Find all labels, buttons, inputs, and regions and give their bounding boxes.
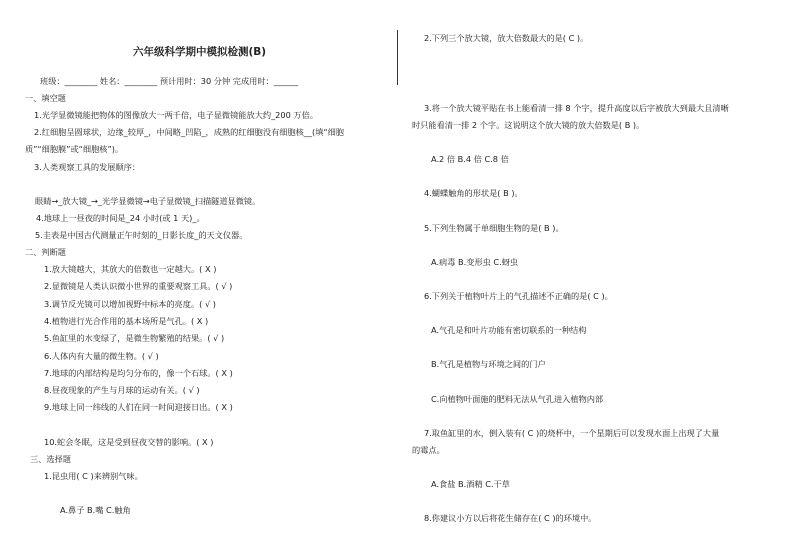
choice-q3-options: A.2 倍 B.4 倍 C.8 倍: [431, 154, 509, 164]
choice-q1: 1.昆虫用( C )来辨别气味。: [44, 471, 143, 481]
judge-item: 10.蛇会冬眠，这是受到昼夜交替的影响。( X ): [44, 437, 214, 447]
fill-q2a: 2.红细胞呈圆球状，边缘_较厚_，中间略_凹陷_，成熟的红细胞没有细胞核__(填“细胞: [34, 127, 344, 137]
column-divider: [397, 30, 398, 85]
fill-q3-answer: 眼睛→_放大镜_→_光学显微镜→电子显微镜_扫描隧道显微镜。: [35, 196, 261, 206]
judge-item: 5.鱼缸里的水变绿了，是微生物繁殖的结果。( √ ): [44, 333, 225, 343]
fill-q4: 4.地球上一昼夜的时间是_24 小时(或 1 天)_。: [36, 213, 205, 223]
fill-q1: 1.光学显微镜能把物体的图像放大一两千倍，电子显微镜能放大约_200 万倍。: [34, 110, 318, 120]
choice-q8: 8.你建议小方以后将花生储存在( C )的环境中。: [424, 513, 597, 523]
fill-q2b: 质”“细胞膜”或“细胞核”)。: [25, 144, 124, 154]
choice-q2: 2.下列三个放大镜，放大倍数最大的是( C )。: [424, 33, 589, 43]
section2-heading: 二、判断题: [25, 247, 66, 257]
section3-heading: 三、选择题: [30, 454, 71, 464]
judge-item: 6.人体内有大量的微生物。( √ ): [44, 351, 159, 361]
section1-heading: 一、填空题: [25, 93, 66, 103]
judge-item: 1.放大镜越大，其放大的倍数也一定越大。( X ): [44, 264, 217, 274]
choice-q3b: 时只能看清一排 2 个字。这说明这个放大镜的放大倍数是( B )。: [412, 120, 645, 130]
judge-item: 3.调节反光镜可以增加视野中标本的亮度。( √ ): [44, 299, 216, 309]
judge-item: 8.昼夜现象的产生与月球的运动有关。( √ ): [44, 385, 200, 395]
choice-q7b: 的霉点。: [412, 445, 445, 455]
choice-q7-options: A.食盐 B.酒精 C.干草: [431, 479, 510, 489]
header-line: 班级：________ 姓名：________ 预计用时：30 分钟 完成用时：______: [40, 76, 299, 86]
choice-q6-a: A.气孔是和叶片功能有密切联系的一种结构: [431, 325, 587, 335]
fill-q3: 3.人类观察工具的发展顺序：: [34, 162, 141, 172]
choice-q5: 5.下列生物属于单细胞生物的是( B )。: [424, 223, 564, 233]
page-title: 六年级科学期中模拟检测(B): [133, 46, 267, 58]
choice-q4: 4.蝴蝶触角的形状是( B )。: [424, 188, 523, 198]
judge-item: 7.地球的内部结构是均匀分布的，像一个石球。( X ): [44, 368, 233, 378]
choice-q6-b: B.气孔是植物与环境之间的门户: [431, 359, 546, 369]
choice-q3a: 3.将一个放大镜平贴在书上能看清一排 8 个字，提升高度以后字被放大到最大且清晰: [424, 103, 729, 113]
choice-q6: 6.下列关于植物叶片上的气孔描述不正确的是( C )。: [424, 291, 613, 301]
choice-q1-options: A.鼻子 B.嘴 C.触角: [60, 505, 131, 515]
judge-item: 2.显微镜是人类认识微小世界的重要观察工具。( √ ): [44, 281, 233, 291]
judge-item: 4.植物进行光合作用的基本场所是气孔。( X ): [44, 316, 209, 326]
fill-q5: 5.圭表是中国古代测量正午时刻的_日影长度_的天文仪器。: [35, 230, 248, 240]
choice-q6-c: C.向植物叶面施的肥料无法从气孔进入植物内部: [431, 394, 604, 404]
judge-item: 9.地球上同一纬线的人们在同一时间迎接日出。( X ): [44, 402, 233, 412]
choice-q5-options: A.病毒 B.变形虫 C.蚜虫: [431, 257, 519, 267]
choice-q7a: 7.取鱼缸里的水，倒入装有( C )的烧杯中，一个星期后可以发现水面上出现了大量: [424, 428, 720, 438]
